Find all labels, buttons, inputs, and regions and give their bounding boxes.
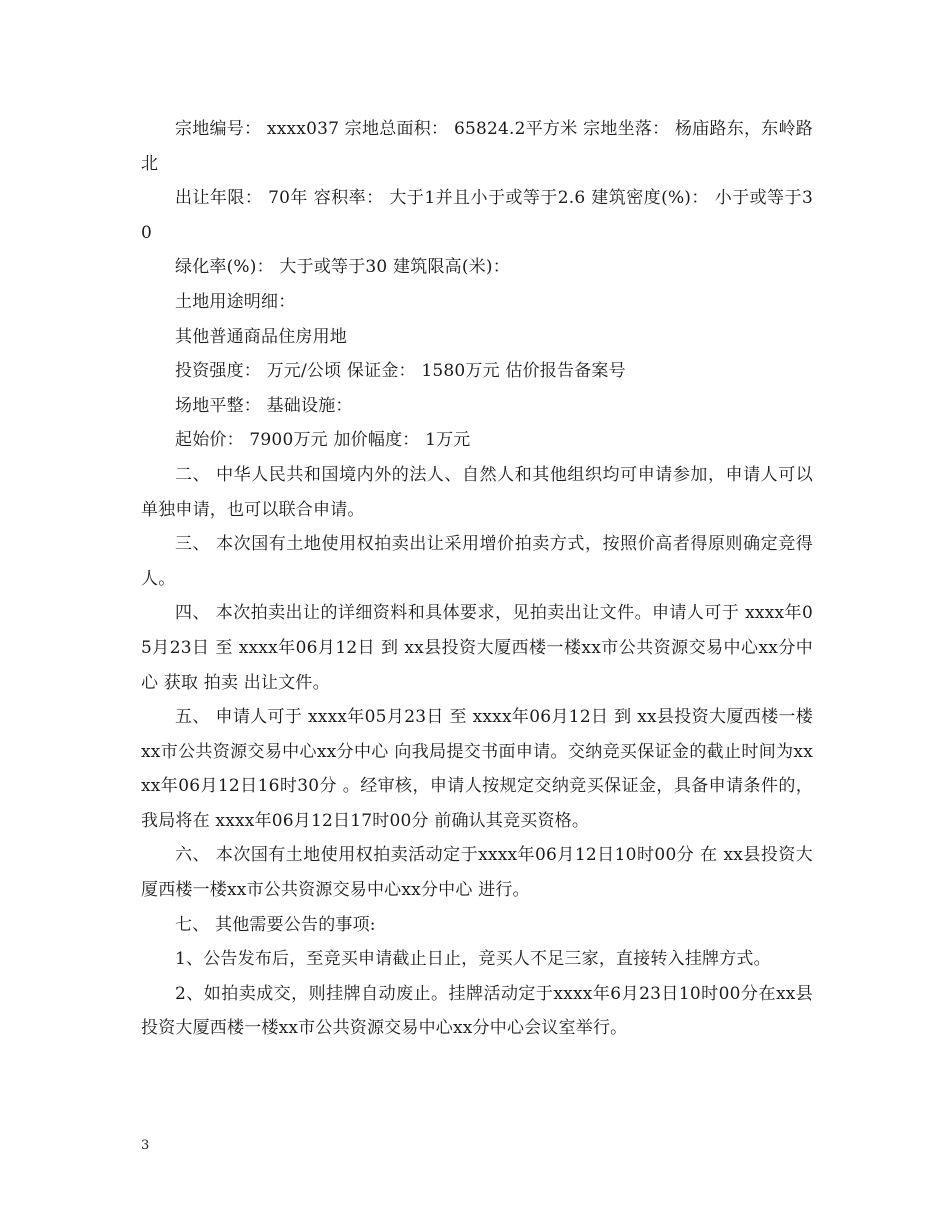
paragraph-item-2: 2、如拍卖成交，则挂牌自动废止。挂牌活动定于xxxx年6月23日10时00分在xx县投资大厦西楼一楼xx市公共资源交易中心xx分中心会议室举行。 [141,983,813,1039]
paragraph-land-use: 其他普通商品住房用地 [175,326,347,347]
paragraph-section-3: 三、 本次国有土地使用权拍卖出让采用增价拍卖方式，按照价高者得原则确定竞得人。 [141,534,813,589]
paragraph-site-prep: 场地平整： 基础设施： [175,395,353,416]
paragraph-term-and-ratio: 出让年限： 70年 容积率： 大于1并且小于或等于2.6 建筑密度(%)： 小于或等于30 [141,188,813,243]
paragraph-starting-price: 起始价： 7900万元 加价幅度： 1万元 [175,430,471,451]
paragraph-section-2: 二、 中华人民共和国境内外的法人、自然人和其他组织均可申请参加，申请人可以单独申请，也可以联合申请。 [141,464,813,520]
paragraph-section-4: 四、 本次拍卖出让的详细资料和具体要求，见拍卖出让文件。申请人可于 xxxx年05月23日 至 xxxx年06月12日 到 xx县投资大厦西楼一楼xx市公共资源交易中心xx分中心 获取 拍卖 出让文件。 [141,603,813,693]
paragraph-section-7: 七、 其他需要公告的事项: [175,914,376,935]
page-number: 3 [141,1138,150,1153]
paragraph-item-1: 1、公告发布后，至竞买申请截止日止，竞买人不足三家，直接转入挂牌方式。 [175,949,771,970]
paragraph-green-ratio: 绿化率(%)： 大于或等于30 建筑限高(米)： [175,257,510,278]
document-body [141,112,813,1046]
paragraph-section-6: 六、 本次国有土地使用权拍卖活动定于xxxx年06月12日10时00分 在 xx县投资大厦西楼一楼xx市公共资源交易中心xx分中心 进行。 [141,845,813,901]
paragraph-land-use-heading: 土地用途明细： [175,291,296,312]
paragraph-parcel-info: 宗地编号： xxxx037 宗地总面积： 65824.2平方米 宗地坐落： 杨庙路东，东岭路北 [141,119,813,174]
paragraph-investment: 投资强度： 万元/公顷 保证金： 1580万元 估价报告备案号 [175,361,626,382]
paragraph-section-5: 五、 申请人可于 xxxx年05月23日 至 xxxx年06月12日 到 xx县投资大厦西楼一楼xx市公共资源交易中心xx分中心 向我局提交书面申请。交纳竞买保证金的截止时间为xxxx年06月12日16时30分 。经审核，申请人按规定交纳竞买保证金，具备申请条件的，我局将在 xxxx年06月12日17时00分 前确认其竞买资格。 [141,707,813,831]
